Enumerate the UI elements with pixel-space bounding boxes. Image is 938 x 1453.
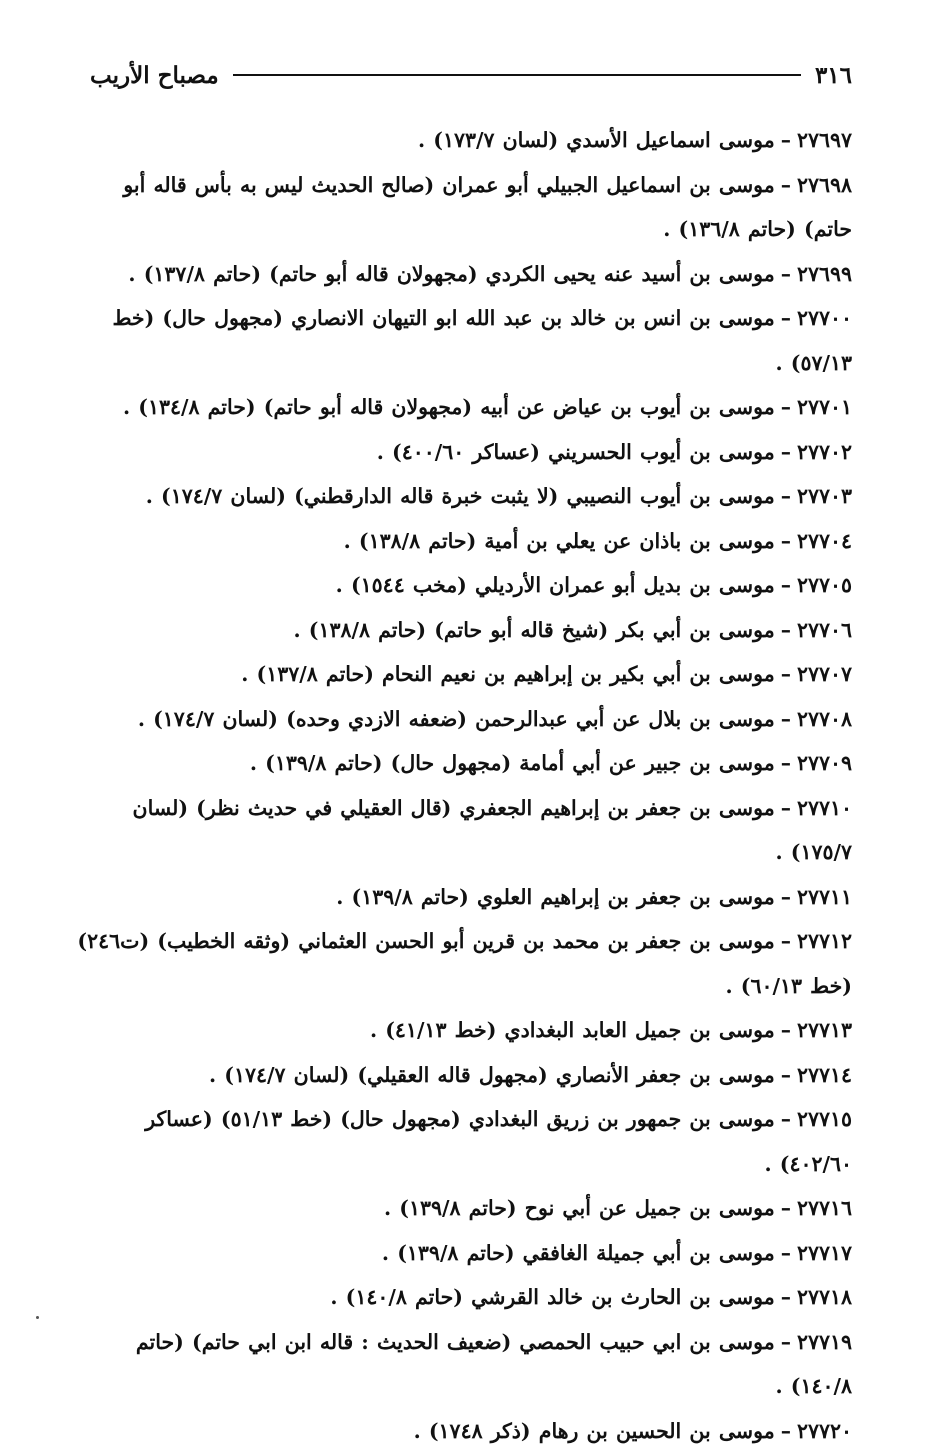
entry-text: موسى بن أيوب الحسريني (عساكر ٤٠٠/٦٠) . (377, 440, 775, 464)
entry-text: موسى بن أبي بكر (شيخ قاله أبو حاتم) (حاتم ١٣٨/٨) . (293, 618, 774, 642)
entry-dash: – (781, 796, 791, 820)
entry-text: موسى بن جعفر بن إبراهيم العلوي (حاتم ١٣٩/٨) . (336, 885, 774, 909)
entry-number: ٢٧٦٩٨ (797, 173, 852, 197)
entry-item (76, 697, 852, 742)
entry-dash: – (781, 529, 791, 553)
entry-number: ٢٧٧٠٣ (797, 484, 852, 508)
entry-text: موسى بن جعفر بن إبراهيم الجعفري (قال العقيلي في حديث نظر) (لسان ١٧٥/٧) . (133, 796, 852, 865)
entry-number: ٢٧٦٩٩ (797, 262, 852, 286)
entry-number: ٢٧٧١٤ (797, 1063, 852, 1087)
entry-dash: – (781, 1241, 791, 1265)
entry-number: ٢٧٧١٥ (797, 1107, 852, 1131)
entry-dash: – (781, 128, 791, 152)
entry-item (76, 1409, 852, 1453)
entry-text: موسى بن الحسين بن رهام (ذكر ١٧٤٨) . (414, 1419, 775, 1443)
entry-dash: – (781, 395, 791, 419)
entry-dash: – (781, 1196, 791, 1220)
entry-number: ٢٧٧٠٩ (797, 751, 852, 775)
entry-item (76, 919, 852, 1008)
entry-text: موسى بن أيوب النصيبي (لا يثبت خبرة قاله الدارقطني) (لسان ١٧٤/٧) . (146, 484, 775, 508)
entry-item (76, 430, 852, 475)
entry-text: موسى بن جعفر الأنصاري (مجهول قاله العقيلي) (لسان ١٧٤/٧) . (209, 1063, 775, 1087)
entry-number: ٢٧٧٠١ (797, 395, 852, 419)
entry-number: ٢٧٧٢٠ (797, 1419, 852, 1443)
entry-dash: – (781, 262, 791, 286)
header-rule (233, 74, 801, 76)
entry-item (76, 519, 852, 564)
entry-dash: – (781, 662, 791, 686)
entry-item (76, 1097, 852, 1186)
entry-text: موسى بن بلال عن أبي عبدالرحمن (ضعفه الازدي وحده) (لسان ١٧٤/٧) . (138, 707, 775, 731)
entry-item (76, 1008, 852, 1053)
entry-item (76, 875, 852, 920)
entry-item (76, 252, 852, 297)
entry-text: موسى بن جبير عن أبي أمامة (مجهول حال) (حاتم ١٣٩/٨) . (250, 751, 775, 775)
entry-item (76, 608, 852, 653)
entry-number: ٢٧٧٠٦ (797, 618, 852, 642)
entry-text: موسى بن جمهور بن زريق البغدادي (مجهول حال) (خط ٥١/١٣) (عساكر ٤٠٢/٦٠) . (145, 1107, 852, 1176)
entry-item (76, 1186, 852, 1231)
entry-dash: – (781, 885, 791, 909)
entry-item (76, 1231, 852, 1276)
entry-item (76, 1320, 852, 1409)
entry-item (76, 118, 852, 163)
entry-text: موسى بن ابي حبيب الحمصي (ضعيف الحديث : قاله ابن ابي حاتم) (حاتم ١٤٠/٨) . (136, 1330, 852, 1399)
entry-number: ٢٧٧١٩ (797, 1330, 852, 1354)
entry-dash: – (781, 484, 791, 508)
entry-text: موسى بن انس بن خالد بن عبد الله ابو التيهان الانصاري (مجهول حال) (خط ٥٧/١٣) . (112, 306, 852, 375)
page-number: ٣١٦ (815, 62, 852, 89)
entry-number: ٢٧٧١٢ (797, 929, 852, 953)
entry-item (76, 1053, 852, 1098)
entry-number: ٢٧٧٠٥ (797, 573, 852, 597)
entry-item (76, 163, 852, 252)
entry-item (76, 786, 852, 875)
entry-text: موسى بن الحارث بن خالد القرشي (حاتم ١٤٠/٨) . (330, 1285, 774, 1309)
entry-item (76, 296, 852, 385)
entry-number: ٢٧٧٠٠ (797, 306, 852, 330)
page-header (90, 58, 852, 92)
entry-dash: – (781, 1018, 791, 1042)
book-title: مصباح الأريب (90, 62, 219, 89)
entry-number: ٢٧٧١٣ (797, 1018, 852, 1042)
entry-dash: – (781, 306, 791, 330)
entry-dash: – (781, 1419, 791, 1443)
entry-dash: – (781, 173, 791, 197)
entry-number: ٢٧٧١٧ (797, 1241, 852, 1265)
entry-dash: – (781, 1330, 791, 1354)
entry-item (76, 563, 852, 608)
entry-text: موسى اسماعيل الأسدي (لسان ١٧٣/٧) . (418, 128, 775, 152)
entry-dash: – (781, 618, 791, 642)
entry-item (76, 385, 852, 430)
entry-number: ٢٧٧١٠ (797, 796, 852, 820)
entry-number: ٢٧٧٠٧ (797, 662, 852, 686)
entry-text: موسى بن جعفر بن محمد بن قرين أبو الحسن العثماني (وثقه الخطيب) (ت٢٤٦) (خط ٦٠/١٣) . (77, 929, 852, 998)
entry-number: ٢٧٧٠٢ (797, 440, 852, 464)
entry-dash: – (781, 573, 791, 597)
entry-text: موسى بن أيوب بن عياض عن أبيه (مجهولان قاله أبو حاتم) (حاتم ١٣٤/٨) . (123, 395, 775, 419)
entry-item (76, 1275, 852, 1320)
entry-text: موسى بن اسماعيل الجبيلي أبو عمران (صالح الحديث ليس به بأس قاله أبو حاتم) (حاتم ١٣٦/٨) . (123, 173, 852, 242)
entry-text: موسى بن جميل العابد البغدادي (خط ٤١/١٣) . (370, 1018, 775, 1042)
entry-dash: – (781, 751, 791, 775)
narrator-entries-list (76, 118, 852, 1453)
entry-number: ٢٧٧٠٤ (797, 529, 852, 553)
entry-number: ٢٧٧١١ (797, 885, 852, 909)
entry-number: ٢٧٧١٦ (797, 1196, 852, 1220)
entry-text: موسى بن أبي بكير بن إبراهيم بن نعيم النحام (حاتم ١٣٧/٨) . (241, 662, 774, 686)
entry-text: موسى بن أبي جميلة الغافقي (حاتم ١٣٩/٨) . (382, 1241, 775, 1265)
entry-text: موسى بن أسيد عنه يحيى الكردي (مجهولان قاله أبو حاتم) (حاتم ١٣٧/٨) . (128, 262, 774, 286)
entry-number: ٢٧٦٩٧ (797, 128, 852, 152)
entry-number: ٢٧٧٠٨ (797, 707, 852, 731)
entry-dash: – (781, 1107, 791, 1131)
entry-item (76, 652, 852, 697)
entry-dash: – (781, 1285, 791, 1309)
entry-text: موسى بن جميل عن أبي نوح (حاتم ١٣٩/٨) . (384, 1196, 775, 1220)
entry-dash: – (781, 1063, 791, 1087)
entry-item (76, 474, 852, 519)
entry-number: ٢٧٧١٨ (797, 1285, 852, 1309)
entry-text: موسى بن باذان عن يعلي بن أمية (حاتم ١٣٨/٨) . (344, 529, 775, 553)
entry-text: موسى بن بديل أبو عمران الأرديلي (مخب ١٥٤٤) . (336, 573, 775, 597)
page-speck (36, 1316, 39, 1319)
entry-dash: – (781, 929, 791, 953)
entry-dash: – (781, 707, 791, 731)
entry-dash: – (781, 440, 791, 464)
entry-item (76, 741, 852, 786)
